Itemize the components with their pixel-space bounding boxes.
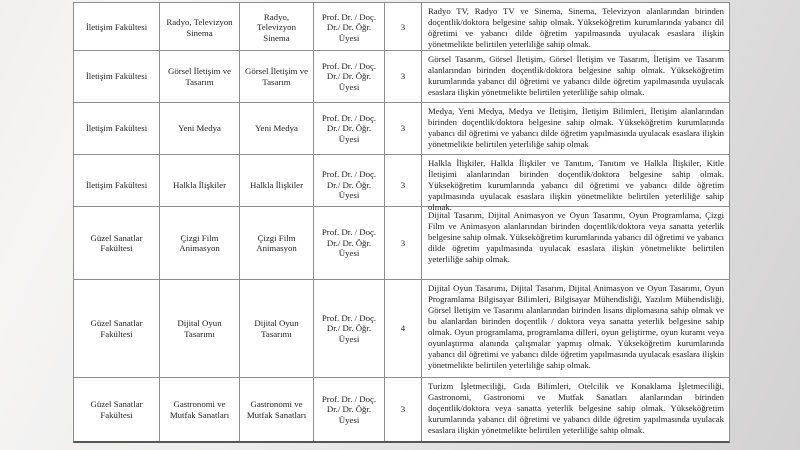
title-cell: Prof. Dr. / Doç. Dr./ Dr. Öğr. Üyesi — [314, 155, 385, 215]
positions-table — [73, 2, 730, 443]
title-cell: Prof. Dr. / Doç. Dr./ Dr. Öğr. Üyesi — [314, 51, 385, 102]
program-cell: Çizgi Film Animasyon — [240, 207, 314, 279]
count-cell: 3 — [385, 103, 422, 154]
title-cell: Prof. Dr. / Doç. Dr./ Dr. Öğr. Üyesi — [314, 280, 385, 377]
count-cell: 3 — [385, 207, 422, 279]
count-cell: 3 — [385, 3, 422, 52]
table-row — [74, 103, 729, 155]
title-cell: Prof. Dr. / Doç. Dr./ Dr. Öğr. Üyesi — [314, 378, 385, 441]
program-cell: Halkla İlişkiler — [240, 155, 314, 215]
table-row — [74, 207, 729, 280]
program-cell: Gastronomi ve Mutfak Sanatları — [240, 378, 314, 441]
faculty-cell: İletişim Fakültesi — [74, 103, 160, 154]
requirements-cell: Radyo TV, Radyo TV ve Sinema, Sinema, Televizyon alanlarından birinden doçentlik/doktora belgesine sahip olmak. Yükseköğretim kurumlarında yabancı dil öğretimi ve yabancı dilde öğretim yapılmasında uyulacak esaslara ilişkin yönetmelikte belirtilen yeterliliğe sahip olmak. — [428, 6, 724, 49]
program-cell: Radyo, Televizyon Sinema — [240, 3, 314, 52]
faculty-cell: Güzel Sanatlar Fakültesi — [74, 378, 160, 441]
requirements-cell: Görsel Tasarım, Görsel İletişim, Görsel İletişim ve Tasarım, İletişim ve Tasarım alanlarından birinden doçentlik/doktora belgesine sahip olmak. Yükseköğretim kurumlarında yabancı dil öğretimi ve yabancı dilde öğretim yapılmasında uyulacak esaslara ilişkin yönetmelikte belirtilen yeterliliğe sahip olmak. — [428, 54, 724, 97]
department-cell: Çizgi Film Animasyon — [160, 207, 240, 279]
department-cell: Gastronomi ve Mutfak Sanatları — [160, 378, 240, 441]
requirements-cell: Turizm İşletmeciliği, Gıda Bilimleri, Otelcilik ve Konaklama İşletmeciliği, Gastronomi, Gastronomi ve Mutfak Sanatları alanlarından birinden doçentlik/doktora veya sanatta yeterlik belgesine sahip olmak. Yükseköğretim kurumlarında yabancı dil öğretimi ve yabancı dilde öğretim yapılmasında uyulacak esaslara ilişkin yönetmelikte belirtilen yeterliliğe sahip olmak. — [428, 381, 724, 435]
department-cell: Radyo, Televizyon Sinema — [160, 3, 240, 52]
program-cell: Görsel İletişim ve Tasarım — [240, 51, 314, 102]
requirements-cell: Medya, Yeni Medya, Medya ve İletişim, İletişim Bilimleri, İletişim alanlarından birinden doçentlik/doktora belgesine sahip olmak. Yükseköğretim kurumlarında yabancı dil öğretimi ve yabancı dilde öğretim yapılmasında uyulacak esaslara ilişkin yönetmelikte belirtilen yeterliliğe sahip olmak — [428, 106, 724, 149]
requirements-cell: Dijital Oyun Tasarımı, Dijital Tasarım, Dijital Animasyon ve Oyun Tasarımı, Oyun Programlama Bilgisayar Bilimleri, Bilgisayar Mühendisliği, Yazılım Mühendisliği, Görsel İletişim ve Tasarımı alanlarından birinden lisans diplomasına sahip olmak ve bu alanlardan birinden doçentlik / doktora veya sanatta yeterlik belgesine sahip olmak. Oyun programlama, programlama dilleri, oyun geliştirme, oyun kuramı veya oyunlaştırma alanında çalışmalar yapmış olmak. Yükseköğretim kurumlarında yabancı dil öğretimi ve yabancı dilde öğretim yapılmasında uyulacak esaslara ilişkin yönetmelikte belirtilen yeterliliğe sahip olmak. — [428, 283, 724, 370]
table-row — [74, 155, 729, 212]
count-cell: 4 — [385, 280, 422, 377]
table-row — [74, 378, 729, 441]
department-cell: Dijital Oyun Tasarımı — [160, 280, 240, 377]
faculty-cell: İletişim Fakültesi — [74, 3, 160, 52]
department-cell: Halkla İlişkiler — [160, 155, 240, 215]
requirements-cell: Halkla İlişkiler, Halkla İlişkiler ve Tanıtım, Tanıtım ve Halkla İlişkiler, Kitle İletişimi alanlarından birinden doçentlik/doktora belgesine sahip olmak. Yükseköğretim kurumlarında yabancı dil öğretimi ve yabancı dilde öğretim yapılmasında uyulacak esaslara ilişkin yönetmelikte belirtilen yeterliliğe sahip olmak. — [428, 158, 724, 212]
program-cell: Dijital Oyun Tasarımı — [240, 280, 314, 377]
department-cell: Görsel İletişim ve Tasarım — [160, 51, 240, 102]
faculty-cell: Güzel Sanatlar Fakültesi — [74, 280, 160, 377]
table-row — [74, 3, 729, 51]
program-cell: Yeni Medya — [240, 103, 314, 154]
title-cell: Prof. Dr. / Doç. Dr./ Dr. Öğr. Üyesi — [314, 3, 385, 52]
count-cell: 3 — [385, 51, 422, 102]
table-row — [74, 51, 729, 103]
faculty-cell: Güzel Sanatlar Fakültesi — [74, 207, 160, 279]
table-row — [74, 280, 729, 378]
count-cell: 3 — [385, 378, 422, 441]
count-cell: 3 — [385, 155, 422, 215]
requirements-cell: Dijital Tasarım, Dijital Animasyon ve Oyun Tasarımı, Oyun Programlama, Çizgi Film ve Animasyon alanlarından birinden doçentlik/doktora veya sanatta yeterlik belgesine sahip olmak. Yükseköğretim kurumlarında yabancı dil öğretimi ve yabancı dilde öğretim yapılmasında uyulacak esaslara ilişkin yönetmelikte belirtilen yeterliliğe sahip olmak. — [428, 210, 724, 264]
title-cell: Prof. Dr. / Doç. Dr./ Dr. Öğr. Üyesi — [314, 207, 385, 279]
faculty-cell: İletişim Fakültesi — [74, 51, 160, 102]
department-cell: Yeni Medya — [160, 103, 240, 154]
title-cell: Prof. Dr. / Doç. Dr./ Dr. Öğr. Üyesi — [314, 103, 385, 154]
faculty-cell: İletişim Fakültesi — [74, 155, 160, 215]
